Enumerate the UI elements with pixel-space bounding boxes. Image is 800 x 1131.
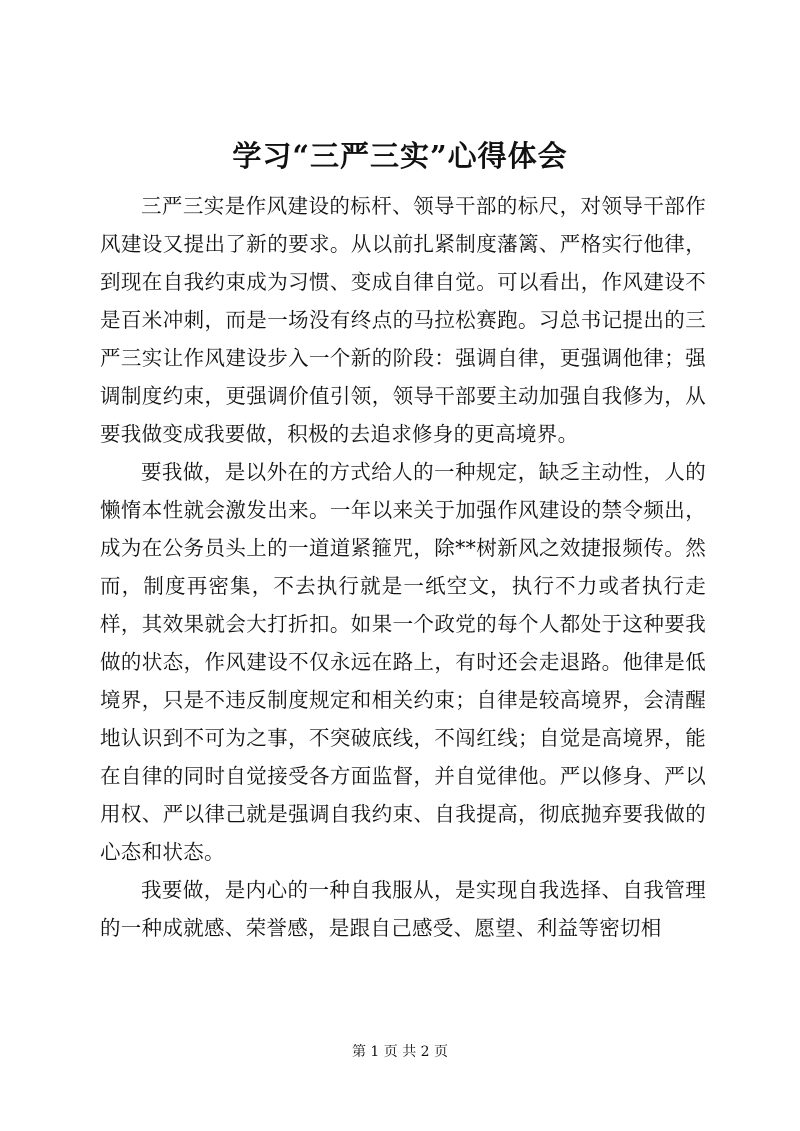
document-body bbox=[100, 187, 706, 947]
document-title: 学习“三严三实”心得体会 bbox=[232, 139, 568, 173]
paragraph-3: 我要做，是内心的一种自我服从，是实现自我选择、自我管理的一种成就感、荣誉感，是跟自己感受、愿望、利益等密切相 bbox=[100, 878, 706, 940]
paragraph-2: 要我做，是以外在的方式给人的一种规定，缺乏主动性，人的懒惰本性就会激发出来。一年以来关于加强作风建设的禁令频出，成为在公务员头上的一道道紧箍咒，除**树新风之效捷报频传。然而，制度再密集，不去执行就是一纸空文，执行不力或者执行走样，其效果就会大打折扣。如果一个政党的每个人都处于这种要我做的状态，作风建设不仅永远在路上，有时还会走退路。他律是低境界，只是不违反制度规定和相关约束；自律是较高境界，会清醒地认识到不可为之事，不突破底线，不闯红线；自觉是高境界，能在自律的同时自觉接受各方面监督，并自觉律他。严以修身、严以用权、严以律己就是强调自我约束、自我提高，彻底抛弃要我做的心态和状态。 bbox=[100, 460, 706, 864]
page-number-footer: 第 1 页 共 2 页 bbox=[351, 1044, 449, 1060]
paragraph-1: 三严三实是作风建设的标杆、领导干部的标尺，对领导干部作风建设又提出了新的要求。从以前扎紧制度藩篱、严格实行他律，到现在自我约束成为习惯、变成自律自觉。可以看出，作风建设不是百米冲刺，而是一场没有终点的马拉松赛跑。习总书记提出的三严三实让作风建设步入一个新的阶段：强调自律，更强调他律；强调制度约束，更强调价值引领，领导干部要主动加强自我修为，从要我做变成我要做，积极的去追求修身的更高境界。 bbox=[100, 194, 706, 446]
